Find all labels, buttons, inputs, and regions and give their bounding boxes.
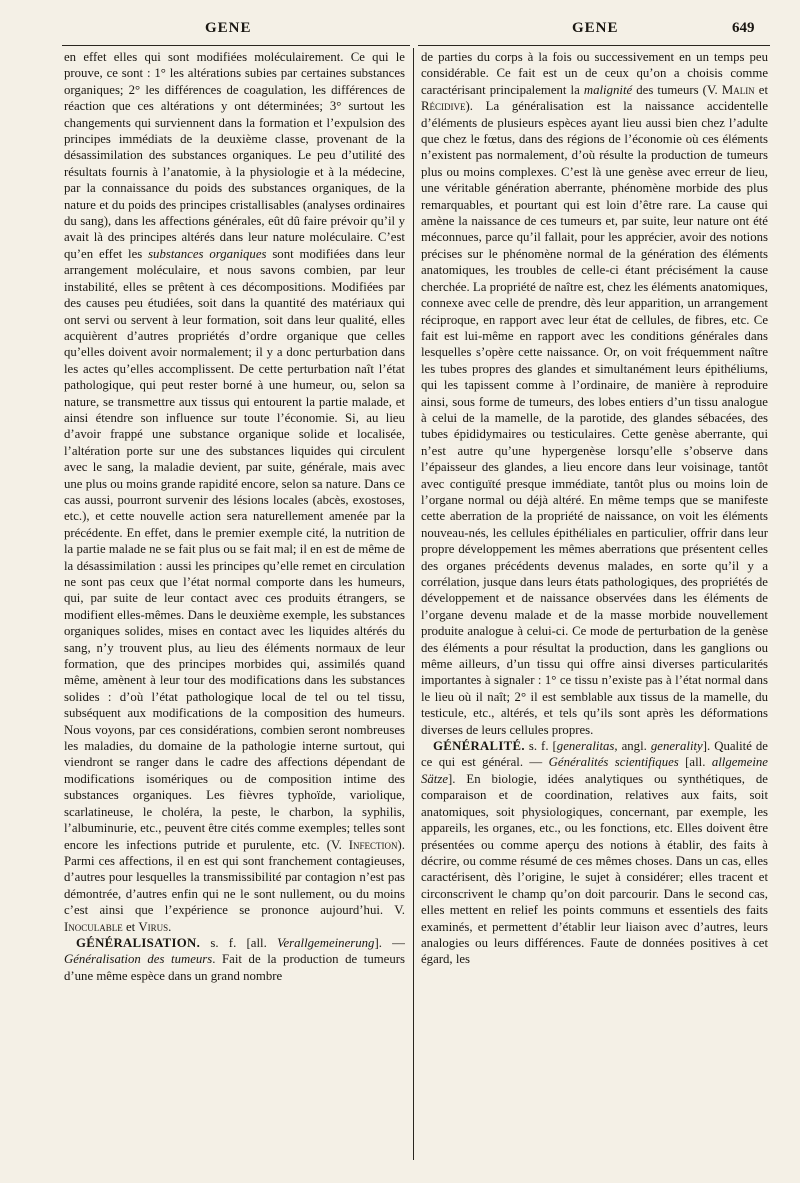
entry-headword: GÉNÉRALISATION.: [76, 935, 201, 950]
cross-reference: Malin: [721, 82, 755, 97]
entry-generalite: GÉNÉRALITÉ. s. f. [generalitas, angl. generality]. Qualité de ce qui est général. — Généralités scientifiques [all. allgemeine Sätze]. En biologie, idées analytiques ou synthétiques, de comparaison et de coordination, relatives aux faits, soit anatomiques, soit physiologiques, concernant, par exemple, les appareils, les organes, etc., ou les fonctions, etc. Elles doivent être présentées ou comme aperçu des notions à établir, des faits à décrire, ou comme résumé de ces mêmes choses. Dans un cas, elles caractérisent, dès l’origine, le sujet à considérer; elles tracent et circonscrivent le champ qu’on doit parcourir. Dans le second cas, elles mettent en relief les points communs et essentiels des faits examinés, et permettent d’établir leur liaison avec d’autres, leurs analogies ou leurs différences. Faute de données positives à cet égard, les: [421, 739, 768, 967]
italic-term: generalitas: [556, 739, 615, 754]
cross-reference: Infection: [348, 837, 398, 852]
italic-term: allgemeine Sätze: [421, 755, 768, 786]
entry-headword: GÉNÉRALITÉ.: [433, 739, 525, 754]
cross-reference: Récidive: [421, 99, 466, 114]
continuation-paragraph: en effet elles qui sont modifiées moléculairement. Ce qui le prouve, ce sont : 1° les altérations subies par certaines substances organiques; 2° les différences de coagulation, les différences de réaction que ces altérations y ont déterminées; 3° surtout les changements qui surviennent dans la formation et l’expulsion des principes immédiats de la deuxième classe, provenant de la désassimilation des substances organiques. Le peu d’utilité des résultats fournis à l’anatomie, à la physiologie et à la médecine, par la connaissance du poids des substances organiques, de la nature et du poids des principes cristallisables (analyses ordinaires du sang), dans les affections générales, eût dû faire prévoir qu’il y avait là des principes altérés dans leur nature moléculaire. C’est qu’en effet les substances organiques sont modifiées dans leur arrangement moléculaire, et nous savons combien, par leur instabilité, elles se prêtent à ces décompositions. Modifiées par des causes peu étudiées, soit dans la quantité des matériaux qui ont servi ou servent à leur formation, soit dans leur qualité, elles acquièrent d’autres propriétés d’ordre organique que celles qu’elles doivent avoir normalement; il y a donc perturbation dans les actes qu’elles accomplissent. De cette perturbation naît l’état pathologique, qui peut rester borné à une humeur, ou, selon sa nature, se transmettre aux tissus qui entourent la partie malade, et ainsi étendre son influence sur toute l’économie. Si, au lieu d’avoir frappé une substance organique solide et localisée, l’altération porte sur une des substances liquides qui circulent avec le sang, la maladie devient, par suite, générale, mais avec une plus ou moins grande rapidité encore, selon sa nature. Dans ce cas aussi, pourront survenir des lésions locales (abcès, exostoses, etc.), et cette nouvelle action sera naturellement amenée par la précédente. En effet, dans le premier exemple cité, la nutrition de la partie malade ne se fait plus ou se fait mal; il en est de même de la désassimilation : aussi les principes qu’elle remet en circulation ne sont pas ceux que l’état normal comporte dans les humeurs, qui, par suite de leur contact avec ces produits étrangers, se modifient elles-mêmes. Dans le deuxième exemple, les substances organiques solides, mises en contact avec les liquides altérés du sang, n’y trouvent plus, au lieu des éléments normaux de leur formation, que des principes morbides qui, assimilés quand même, amènent à leur tour des modifications dans les substances solides : d’où l’état pathologique local de tel ou tel tissu, subséquent aux modifications de la composition des humeurs. Nous voyons, par ces considérations, combien seront nombreuses les maladies, du domaine de la pathologie interne surtout, qui viendront se ranger dans le cadre des affections dépendant de modifications isomériques ou de composition intime des substances organiques. Les fièvres typhoïde, variolique, scarlatineuse, le choléra, la peste, le charbon, la syphilis, l’albuminurie, etc., peuvent être cités comme exemples; telles sont encore les infections putride et purulente, etc. (V. Infection). Parmi ces affections, il en est qui sont franchement contagieuses, d’autres pour lesquelles la transmissibilité par contagion n’est pas démontrée, d’autres enfin qui ne le sont nullement, ou du moins c’est ainsi que l’expérience se prononce aujourd’hui. V. Inoculable et Virus.: [64, 50, 405, 934]
header-rule-right: [418, 45, 770, 46]
entry-generalisation: GÉNÉRALISATION. s. f. [all. Verallgemeinerung]. — Généralisation des tumeurs. Fait de la production de tumeurs d’une même espèce dans un grand nombre: [64, 935, 405, 983]
running-head-left: GENE: [205, 20, 252, 36]
header-rule-left: [62, 45, 410, 46]
italic-term: Généralisation des tumeurs: [64, 952, 213, 967]
page-number: 649: [732, 20, 755, 36]
italic-term: substances organiques: [148, 246, 267, 261]
italic-term: malignité: [583, 82, 633, 97]
continuation-paragraph: de parties du corps à la fois ou successivement en un temps peu considérable. Ce fait est un de ceux qu’on a choisis comme caractérisant principalement la malignité des tumeurs (V. Malin et Récidive). La généralisation est la naissance accidentelle d’éléments de plusieurs espèces ayant lieu aussi bien chez l’adulte que chez le fœtus, dans des régions de l’économie où ces éléments n’existent pas normalement, d’où résulte la production de tumeurs plus ou moins complexes. C’est là une genèse avec erreur de lieu, une véritable génération aberrante, phénomène morbide des plus remarquables, et pourtant qui est loin d’être rare. La cause qui amène la naissance de ces tumeurs et, par suite, leur nature ont été méconnues, parce qu’il fallait, pour les apprécier, avoir des notions précises sur le phénomène normal de la génération des éléments anatomiques, les troubles de celle-ci étant précisément la cause cherchée. La propriété de naître est, chez les éléments anatomiques, connexe avec celle de prendre, dès leur apparition, un arrangement réciproque, en rapport avec leur état de cellules, de fibres, etc. Ce fait est lui-même en rapport avec les conditions générales dans lesquelles s’opère cette naissance. Or, on voit fréquemment naître les tubes propres des glandes et simultanément leurs épithéliums, qui les tapissent comme à l’ordinaire, de manière à reproduire ainsi, sous forme de tumeurs, des lobes entiers d’un tissu analogue à celui de la mamelle, de la parotide, des glandes sébacées, des tubes épididymaires ou testiculaires. Cette genèse aberrante, qui n’est autre qu’une hypergenèse lorsqu’elle s’observe dans l’épaisseur des glandes, a lieu encore dans leur voisinage, tantôt avec contiguïté presque immédiate, tantôt plus ou moins loin de l’organe normal ou déjà altéré. En même temps que se manifeste cette aberration de la propriété de naissance, on voit les éléments nouveau-nés, les cellules épithéliales en particulier, offrir dans leur propre développement les mêmes aberrations que présentent celles des organes précédents devenus malades, en sorte qu’il y a corrélation, jusque dans leurs états pathologiques, des propriétés de développement et de naissance observées dans les éléments de l’organe devenu malade et de la masse morbide nouvellement produite analogue à celui-ci. Ce mode de perturbation de la genèse des éléments a pour résultat la production, dans les ganglions ou même ailleurs, d’un tissu qui offre ainsi diverses particularités importantes à signaler : 1° ce tissu n’existe pas à l’état normal dans le lieu où il naît; 2° il est semblable aux tissus de la mamelle, du testicule, etc., altérés, et tels qu’ils sont après les déformations diverses de leurs cellules propres.: [421, 50, 768, 737]
italic-term: generality: [650, 739, 703, 754]
cross-reference: Inoculable: [64, 919, 123, 934]
right-column: [421, 49, 768, 1159]
italic-term: Généralités scientifiques: [548, 755, 679, 770]
italic-term: Verallgemeinerung: [277, 935, 375, 950]
cross-reference: Virus: [138, 919, 169, 934]
running-head-right: GENE: [572, 20, 619, 36]
column-divider: [413, 48, 414, 1160]
left-column: [64, 49, 405, 1159]
